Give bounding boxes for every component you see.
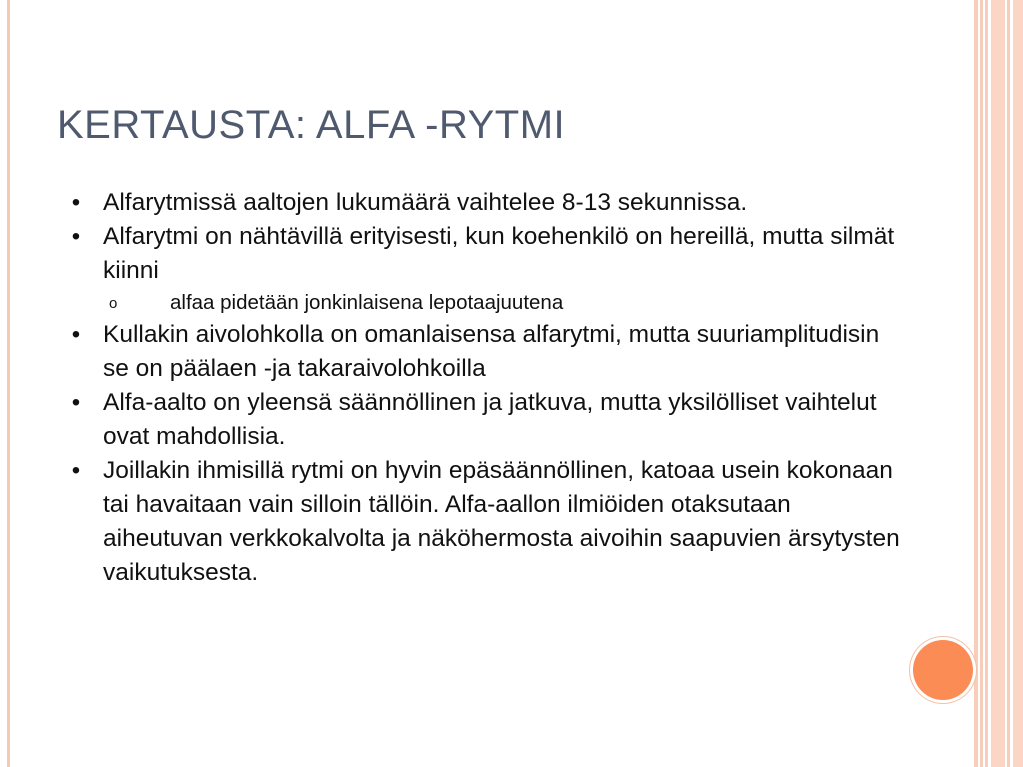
stripe [991, 0, 1005, 767]
bullet-text: Joillakin ihmisillä rytmi on hyvin epäsäännöllinen, katoaa usein kokonaan tai havaitaan vain silloin tällöin. Alfa-aallon ilmiöiden otaksutaan aiheutuvan verkkokalvolta ja näköhermosta aivoihin saapuvien ärsytysten vaikutuksesta. [103, 457, 900, 586]
stripe [980, 0, 983, 767]
hollow-circle-bullet-icon: o [109, 295, 118, 312]
bullet-dot-icon: • [71, 389, 81, 416]
bullet-dot-icon: • [71, 223, 81, 250]
bullet-list [66, 186, 906, 590]
bullet-item [66, 220, 906, 288]
bullet-item [66, 186, 906, 220]
bullet-dot-icon: • [71, 457, 81, 484]
left-border-line [7, 0, 10, 767]
bullet-text: Alfa-aalto on yleensä säännöllinen ja jatkuva, mutta yksilölliset vaihtelut ovat mahdollisia. [103, 389, 877, 450]
bullet-text: Alfarytmissä aaltojen lukumäärä vaihtelee 8-13 sekunnissa. [103, 189, 748, 216]
bullet-text: Kullakin aivolohkolla on omanlaisensa alfarytmi, mutta suuriamplitudisin se on päälaen -ja takaraivolohkoilla [103, 321, 880, 382]
stripe [1007, 0, 1010, 767]
stripe [1013, 0, 1023, 767]
bullet-item [66, 454, 906, 590]
bullet-dot-icon: • [71, 189, 81, 216]
bullet-dot-icon: • [71, 321, 81, 348]
sub-bullet-item [66, 288, 906, 318]
orange-circle-decoration [913, 640, 973, 700]
bullet-item [66, 318, 906, 386]
stripe [974, 0, 978, 767]
bullet-text: Alfarytmi on nähtävillä erityisesti, kun koehenkilö on hereillä, mutta silmät kiinni [103, 223, 895, 284]
right-decorative-stripes [974, 0, 1023, 767]
sub-bullet-text: alfaa pidetään jonkinlaisena lepotaajuutena [170, 291, 564, 314]
bullet-item [66, 386, 906, 454]
stripe [985, 0, 988, 767]
slide-title: KERTAUSTA: ALFA -RYTMI [57, 103, 566, 147]
